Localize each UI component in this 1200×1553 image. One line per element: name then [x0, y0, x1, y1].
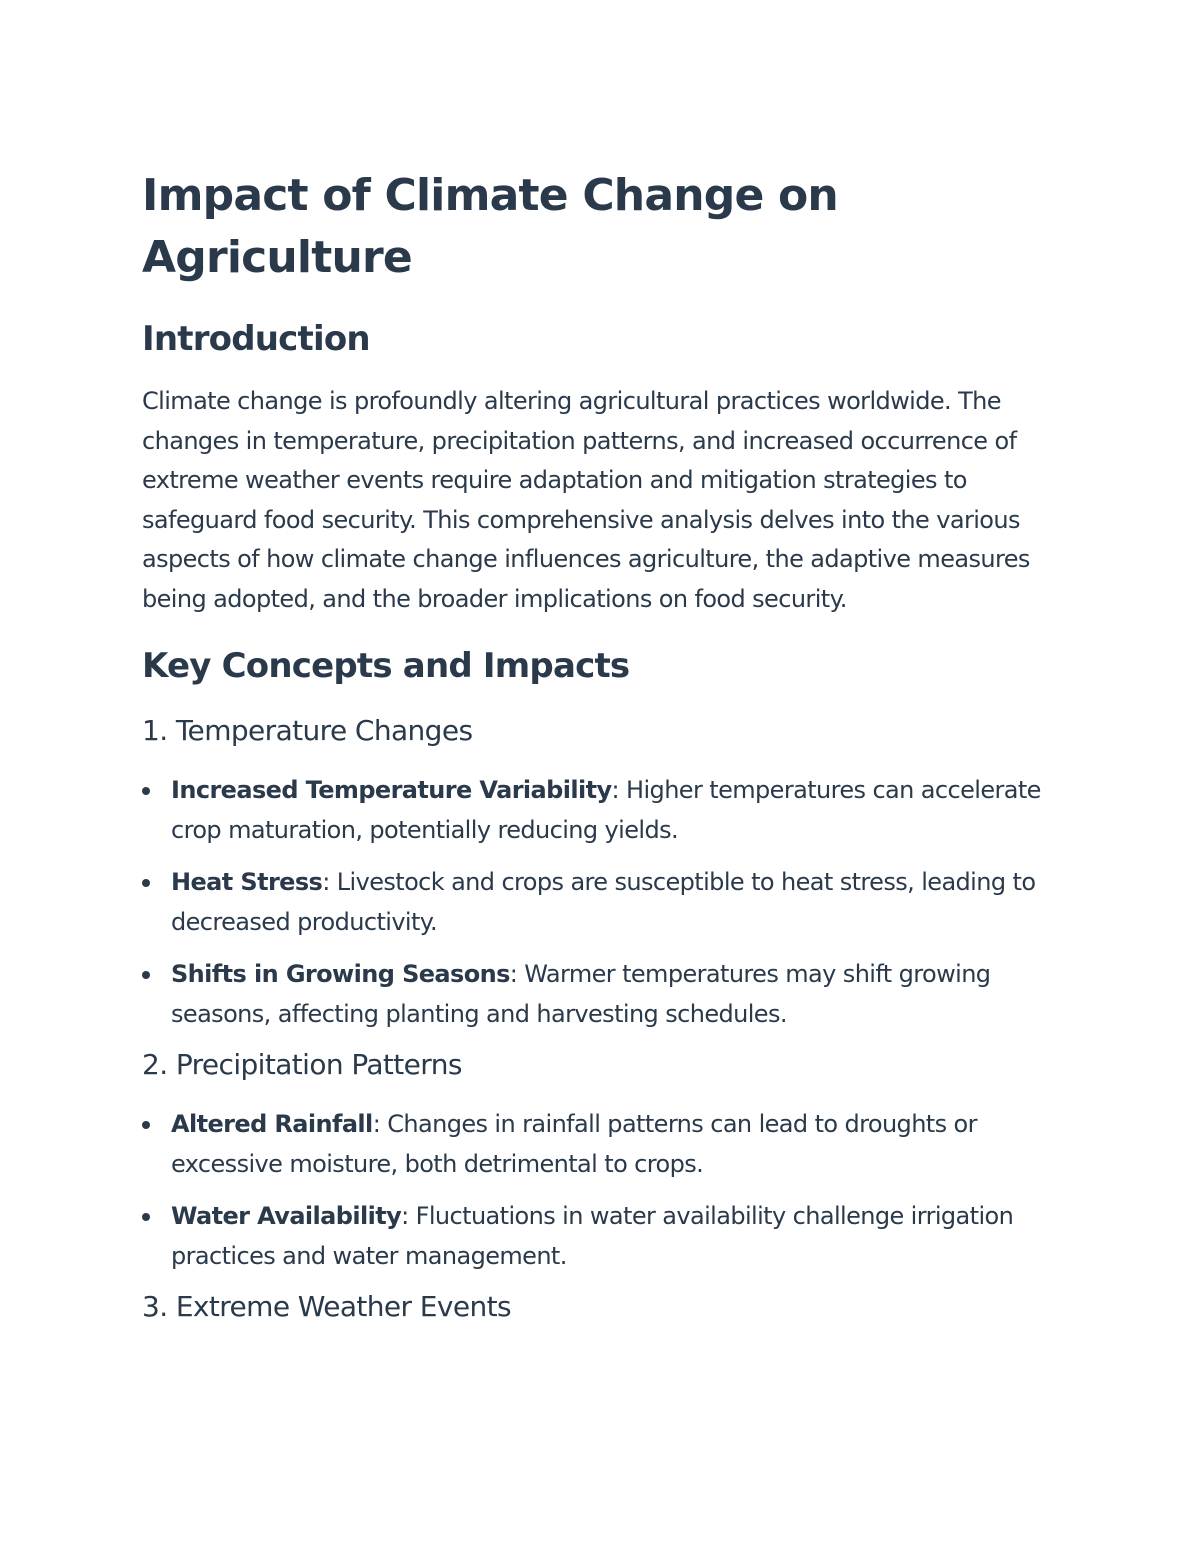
item-term: Shifts in Growing Seasons: [171, 960, 510, 988]
bullet-icon: [142, 1121, 150, 1129]
document-page: [142, 165, 1072, 1326]
item-text: : Livestock and crops are susceptible to heat stress, leading to decreased productivity.: [171, 868, 1036, 936]
list-item: [142, 1197, 1072, 1276]
list-item: [142, 1105, 1072, 1184]
item-term: Water Availability: [171, 1202, 402, 1230]
precipitation-patterns-heading: 2. Precipitation Patterns: [142, 1048, 462, 1081]
list-item: [142, 955, 1072, 1034]
item-term: Altered Rainfall: [171, 1110, 373, 1138]
list-item: [142, 863, 1072, 942]
precipitation-patterns-list: [142, 1105, 1072, 1276]
temperature-changes-list: [142, 771, 1072, 1034]
item-text: : Fluctuations in water availability challenge irrigation practices and water management.: [171, 1202, 1014, 1270]
item-term: Heat Stress: [171, 868, 323, 896]
introduction-paragraph: Climate change is profoundly altering agricultural practices worldwide. The changes in temperature, precipitation patterns, and increased occurrence of extreme weather events require adaptation and mitigation strategies to safeguard food security. This comprehensive analysis delves into the various aspects of how climate change influences agriculture, the adaptive measures being adopted, and the broader implications on food security.: [142, 387, 1030, 613]
document-title: Impact of Climate Change on Agriculture: [142, 170, 838, 283]
bullet-icon: [142, 787, 150, 795]
temperature-changes-heading: 1. Temperature Changes: [142, 714, 473, 747]
item-term: Increased Temperature Variability: [171, 776, 612, 804]
item-text: : Higher temperatures can accelerate crop maturation, potentially reducing yields.: [171, 776, 1041, 844]
extreme-weather-heading: 3. Extreme Weather Events: [142, 1290, 511, 1323]
item-text: : Warmer temperatures may shift growing seasons, affecting planting and harvesting schedules.: [171, 960, 991, 1028]
introduction-heading: Introduction: [142, 319, 370, 359]
item-text: : Changes in rainfall patterns can lead to droughts or excessive moisture, both detrimental to crops.: [171, 1110, 977, 1178]
bullet-icon: [142, 971, 150, 979]
bullet-icon: [142, 1213, 150, 1221]
list-item: [142, 771, 1072, 850]
bullet-icon: [142, 879, 150, 887]
key-concepts-heading: Key Concepts and Impacts: [142, 646, 630, 686]
